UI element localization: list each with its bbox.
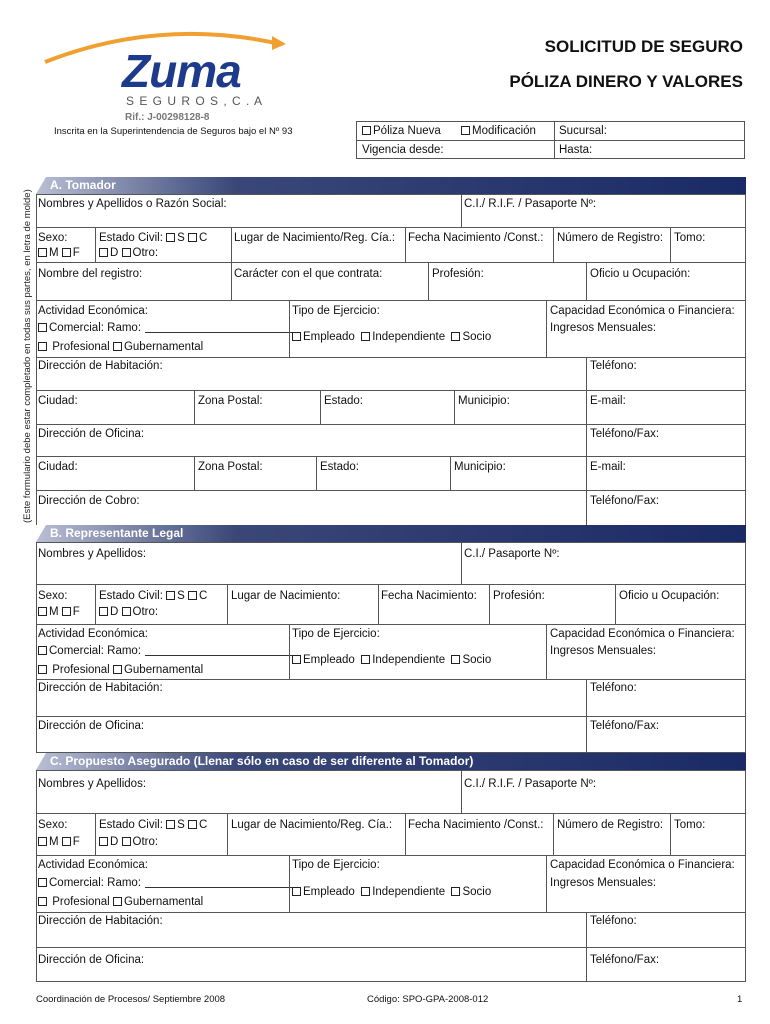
rif-number: Rif.: J-00298128-8 bbox=[125, 112, 210, 123]
c-comercial-option[interactable]: Comercial: Ramo: bbox=[38, 876, 297, 890]
a-email-field[interactable]: E-mail: bbox=[590, 395, 626, 407]
b-lugar-nac-field[interactable]: Lugar de Nacimiento: bbox=[231, 590, 341, 602]
a-fecha-nac-field[interactable]: Fecha Nacimiento /Const.: bbox=[408, 232, 544, 244]
hasta-field[interactable]: Hasta: bbox=[559, 144, 593, 156]
c-dir-oficina-field[interactable]: Dirección de Oficina: bbox=[38, 954, 145, 966]
a-nombres-field[interactable]: Nombres y Apellidos o Razón Social: bbox=[38, 198, 227, 210]
a-oficio-field[interactable]: Oficio u Ocupación: bbox=[590, 268, 691, 280]
a-tipo-ejercicio-options[interactable]: Empleado Independiente Socio bbox=[292, 330, 491, 344]
c-num-registro-field[interactable]: Número de Registro: bbox=[557, 819, 664, 831]
section-b-header: B. Representante Legal bbox=[36, 525, 746, 542]
a-dir-habitacion-field[interactable]: Dirección de Habitación: bbox=[38, 360, 163, 372]
c-tipo-ejercicio-label: Tipo de Ejercicio: bbox=[292, 859, 380, 871]
a-telefono-field[interactable]: Teléfono: bbox=[590, 360, 637, 372]
logo-text: Zuma bbox=[122, 45, 241, 97]
b-comercial-option[interactable]: Comercial: Ramo: bbox=[38, 644, 297, 658]
a-tipo-ejercicio-label: Tipo de Ejercicio: bbox=[292, 305, 380, 317]
vigencia-desde-field[interactable]: Vigencia desde: bbox=[362, 144, 444, 156]
a-actividad-label: Actividad Económica: bbox=[38, 305, 148, 317]
a-profesion-field[interactable]: Profesión: bbox=[432, 268, 484, 280]
a-lugar-nac-field[interactable]: Lugar de Nacimiento/Reg. Cía.: bbox=[234, 232, 396, 244]
footer-code: Código: SPO-GPA-2008-012 bbox=[367, 994, 489, 1005]
a-comercial-option[interactable]: Comercial: Ramo: bbox=[38, 321, 297, 335]
c-fecha-nac-field[interactable]: Fecha Nacimiento /Const.: bbox=[408, 819, 544, 831]
c-estado-civil[interactable]: Estado Civil: S C bbox=[99, 819, 208, 831]
b-telefono-fax-field[interactable]: Teléfono/Fax: bbox=[590, 720, 660, 732]
c-ingresos-field[interactable]: Ingresos Mensuales: bbox=[550, 877, 657, 889]
a-estado-civil[interactable]: Estado Civil: S C bbox=[99, 232, 208, 244]
section-a-header: A. Tomador bbox=[36, 177, 746, 194]
c-estado-civil-2[interactable]: D Otro: bbox=[99, 835, 158, 849]
a-estado-field[interactable]: Estado: bbox=[324, 395, 363, 407]
c-ci-rif-field[interactable]: C.I./ R.I.F. / Pasaporte Nº: bbox=[464, 778, 597, 790]
a-tomo-field[interactable]: Tomo: bbox=[674, 232, 706, 244]
c-profesional-option[interactable]: Profesional Gubernamental bbox=[38, 895, 203, 909]
a-ciudad-field[interactable]: Ciudad: bbox=[38, 395, 78, 407]
c-dir-habitacion-field[interactable]: Dirección de Habitación: bbox=[38, 915, 163, 927]
a-ingresos-field[interactable]: Ingresos Mensuales: bbox=[550, 322, 657, 334]
c-capacidad-label: Capacidad Económica o Financiera: bbox=[550, 859, 735, 871]
a-telefono-fax-field[interactable]: Teléfono/Fax: bbox=[590, 428, 660, 440]
company-logo bbox=[40, 22, 290, 117]
b-telefono-field[interactable]: Teléfono: bbox=[590, 682, 637, 694]
c-nombres-field[interactable]: Nombres y Apellidos: bbox=[38, 778, 147, 790]
a-estado-civil-2[interactable]: D Otro: bbox=[99, 246, 158, 260]
c-actividad-label: Actividad Económica: bbox=[38, 859, 148, 871]
b-estado-civil-2[interactable]: D Otro: bbox=[99, 605, 158, 619]
b-oficio-field[interactable]: Oficio u Ocupación: bbox=[619, 590, 720, 602]
b-sexo-label: Sexo: bbox=[38, 590, 68, 602]
a-caracter-field[interactable]: Carácter con el que contrata: bbox=[234, 268, 383, 280]
c-telefono-field[interactable]: Teléfono: bbox=[590, 915, 637, 927]
modificacion-checkbox[interactable]: Modificación bbox=[461, 124, 536, 138]
b-profesional-option[interactable]: Profesional Gubernamental bbox=[38, 663, 203, 677]
b-tipo-ejercicio-label: Tipo de Ejercicio: bbox=[292, 628, 380, 640]
b-actividad-label: Actividad Económica: bbox=[38, 628, 148, 640]
b-sexo-options[interactable]: M F bbox=[38, 605, 80, 619]
b-ci-pasaporte-field[interactable]: C.I./ Pasaporte Nº: bbox=[464, 548, 560, 560]
c-tomo-field[interactable]: Tomo: bbox=[674, 819, 706, 831]
sucursal-field[interactable]: Sucursal: bbox=[559, 125, 607, 137]
title-solicitud: SOLICITUD DE SEGURO bbox=[544, 37, 743, 56]
b-estado-civil[interactable]: Estado Civil: S C bbox=[99, 590, 208, 602]
a-estado-oficina-field[interactable]: Estado: bbox=[320, 461, 359, 473]
logo-subtitle: S E G U R O S , C . A bbox=[126, 94, 264, 108]
b-tipo-ejercicio-options[interactable]: Empleado Independiente Socio bbox=[292, 653, 491, 667]
page-number: 1 bbox=[737, 994, 743, 1005]
a-telefono-fax-cobro-field[interactable]: Teléfono/Fax: bbox=[590, 495, 660, 507]
a-municipio-oficina-field[interactable]: Municipio: bbox=[454, 461, 506, 473]
a-dir-oficina-field[interactable]: Dirección de Oficina: bbox=[38, 428, 145, 440]
a-zona-postal-field[interactable]: Zona Postal: bbox=[198, 395, 263, 407]
b-nombres-field[interactable]: Nombres y Apellidos: bbox=[38, 548, 147, 560]
b-capacidad-label: Capacidad Económica o Financiera: bbox=[550, 628, 735, 640]
a-num-registro-field[interactable]: Número de Registro: bbox=[557, 232, 664, 244]
a-zona-postal-oficina-field[interactable]: Zona Postal: bbox=[198, 461, 263, 473]
b-dir-oficina-field[interactable]: Dirección de Oficina: bbox=[38, 720, 145, 732]
title-poliza: PÓLIZA DINERO Y VALORES bbox=[509, 72, 743, 91]
a-dir-cobro-field[interactable]: Dirección de Cobro: bbox=[38, 495, 140, 507]
c-sexo-options[interactable]: M F bbox=[38, 835, 80, 849]
c-telefono-fax-field[interactable]: Teléfono/Fax: bbox=[590, 954, 660, 966]
c-sexo-label: Sexo: bbox=[38, 819, 68, 831]
c-tipo-ejercicio-options[interactable]: Empleado Independiente Socio bbox=[292, 885, 491, 899]
a-nombre-registro-field[interactable]: Nombre del registro: bbox=[38, 268, 143, 280]
b-ingresos-field[interactable]: Ingresos Mensuales: bbox=[550, 645, 657, 657]
b-profesion-field[interactable]: Profesión: bbox=[493, 590, 545, 602]
a-profesional-option[interactable]: Profesional Gubernamental bbox=[38, 340, 203, 354]
a-email-oficina-field[interactable]: E-mail: bbox=[590, 461, 626, 473]
a-sexo-label: Sexo: bbox=[38, 232, 68, 244]
b-fecha-nac-field[interactable]: Fecha Nacimiento: bbox=[381, 590, 477, 602]
poliza-nueva-checkbox[interactable]: Póliza Nueva bbox=[362, 124, 441, 138]
side-note: (Este formulario debe estar completado en todas sus partes, en letra de molde) bbox=[22, 189, 33, 523]
a-ci-rif-field[interactable]: C.I./ R.I.F. / Pasaporte Nº: bbox=[464, 198, 597, 210]
a-sexo-options[interactable]: M F bbox=[38, 246, 80, 260]
a-ciudad-oficina-field[interactable]: Ciudad: bbox=[38, 461, 78, 473]
footer-left: Coordinación de Procesos/ Septiembre 2008 bbox=[36, 994, 226, 1005]
b-dir-habitacion-field[interactable]: Dirección de Habitación: bbox=[38, 682, 163, 694]
c-lugar-nac-field[interactable]: Lugar de Nacimiento/Reg. Cía.: bbox=[231, 819, 393, 831]
a-capacidad-label: Capacidad Económica o Financiera: bbox=[550, 305, 735, 317]
section-c-header: C. Propuesto Asegurado (Llenar sólo en caso de ser diferente al Tomador) bbox=[36, 753, 746, 770]
inscrita-text: Inscrita en la Superintendencia de Seguros bajo el Nº 93 bbox=[54, 126, 293, 137]
a-municipio-field[interactable]: Municipio: bbox=[458, 395, 510, 407]
